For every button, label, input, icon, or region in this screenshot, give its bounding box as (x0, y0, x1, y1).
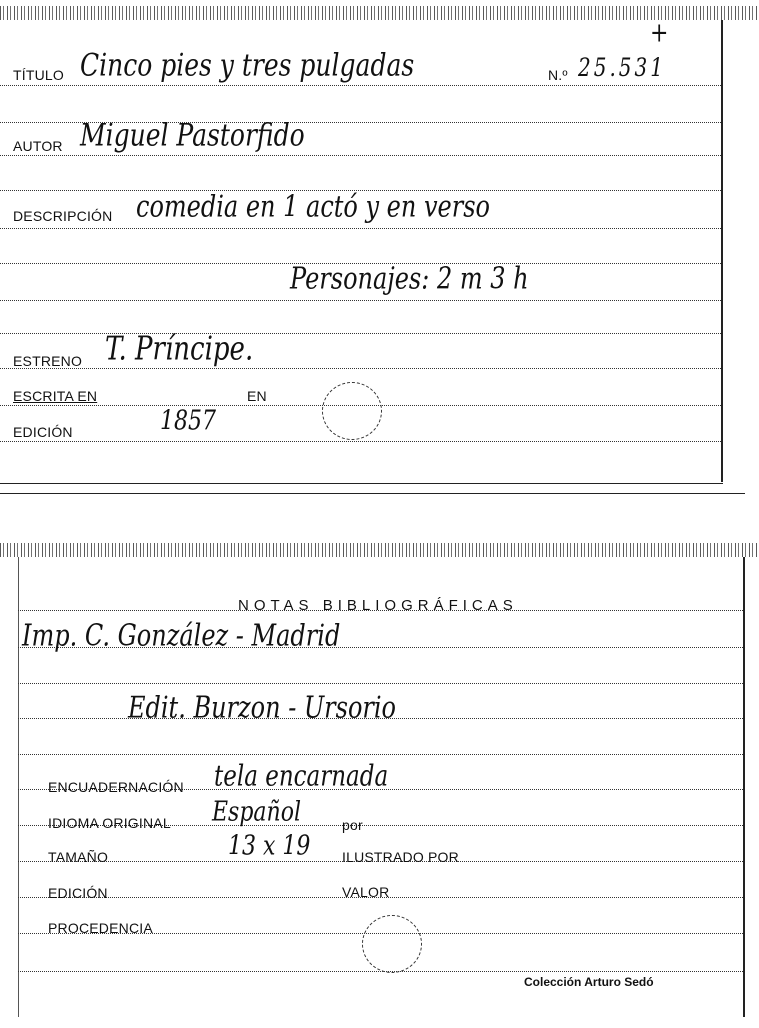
en-label: EN (247, 388, 267, 404)
estreno-value: T. Príncipe. (105, 330, 254, 368)
card-bottom-border (0, 483, 723, 484)
personajes-value: Personajes: 2 m 3 h (290, 261, 529, 296)
blind-stamp (362, 915, 422, 973)
numero-label: N.º (548, 67, 568, 83)
descripcion-label: DESCRIPCIÓN (13, 208, 113, 224)
valor-label: VALOR (342, 884, 390, 900)
ruled-line (0, 228, 721, 229)
coleccion-credit: Colección Arturo Sedó (524, 975, 654, 989)
ruled-line (0, 300, 721, 301)
ruled-line (18, 683, 743, 684)
autor-value: Miguel Pastorfido (80, 116, 305, 153)
nota-line-1: Imp. C. González - Madrid (22, 618, 341, 653)
blind-stamp (322, 382, 382, 440)
card-left-border (18, 557, 19, 1017)
notas-bibliograficas-title: NOTAS BIBLIOGRÁFICAS (238, 597, 518, 614)
ruled-line (0, 85, 721, 86)
encuadernacion-value: tela encarnada (214, 760, 389, 793)
procedencia-label: PROCEDENCIA (48, 920, 153, 936)
estreno-label: ESTRENO (13, 353, 83, 369)
edicion-value: 1857 (160, 405, 216, 437)
ruled-line (0, 368, 721, 369)
idioma-label: IDIOMA ORIGINAL (48, 815, 171, 831)
idioma-value: Español (212, 796, 301, 828)
autor-label: AUTOR (13, 138, 63, 154)
descripcion-value: comedia en 1 actó y en verso (136, 189, 490, 224)
numero-value: 25.531 (578, 52, 666, 82)
catalog-card-bottom (0, 535, 759, 1028)
tamano-label: TAMAÑO (48, 849, 109, 865)
page-divider (0, 493, 745, 494)
ruled-line (0, 441, 721, 442)
nota-line-2: Edit. Burzon - Ursorio (128, 690, 397, 725)
card-right-border (743, 557, 745, 1017)
ruled-line (18, 754, 743, 755)
tamano-value: 13 x 19 (228, 830, 311, 862)
por-label: por (342, 817, 363, 833)
ilustrado-por-label: ILUSTRADO POR (342, 849, 459, 865)
edicion-label: EDICIÓN (13, 424, 73, 440)
catalog-card-top (0, 0, 759, 500)
card-top-edge (0, 6, 759, 20)
card-right-border (721, 20, 723, 482)
plus-mark: + (650, 17, 669, 49)
encuadernacion-label: ENCUADERNACIÓN (48, 779, 184, 795)
titulo-label: TÍTULO (13, 67, 64, 83)
card-top-edge (0, 543, 759, 557)
edicion-label: EDICIÓN (48, 885, 108, 901)
escrita-en-label: ESCRITA EN (13, 388, 98, 404)
titulo-value: Cinco pies y tres pulgadas (80, 46, 415, 83)
ruled-line (0, 155, 721, 156)
